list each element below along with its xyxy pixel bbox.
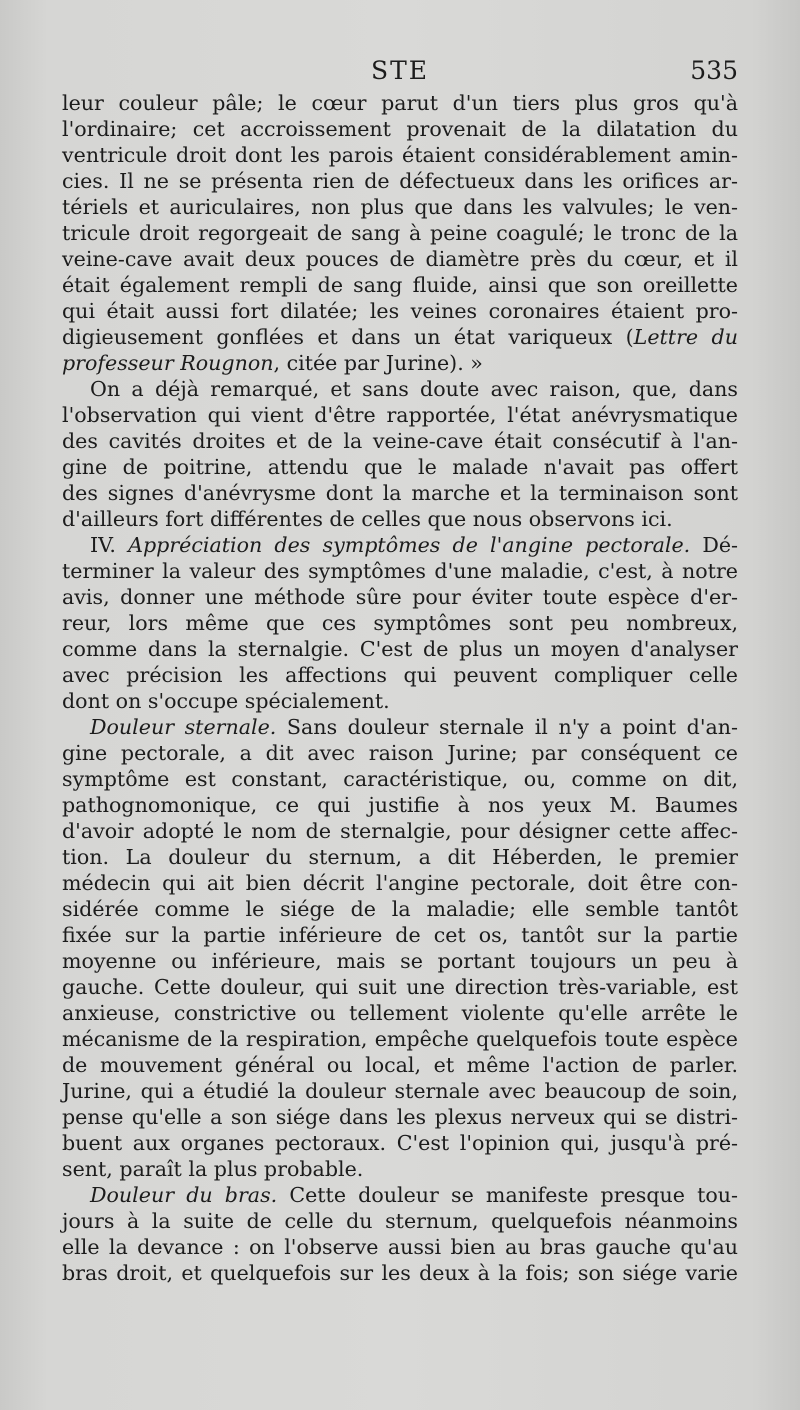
line-text: qui était aussi fort dilatée; les veines coronaires étaient pro- bbox=[62, 299, 738, 323]
text-line bbox=[62, 220, 738, 246]
line-text: avis, donner une méthode sûre pour éviter toute espèce d'er- bbox=[62, 585, 738, 609]
line-text: fixée sur la partie inférieure de cet os, tantôt sur la partie bbox=[62, 923, 738, 947]
text-line bbox=[62, 792, 738, 818]
text-line bbox=[62, 818, 738, 844]
line-text: cies. Il ne se présenta rien de défectueux dans les orifices ar- bbox=[62, 169, 738, 193]
text-line bbox=[62, 974, 738, 1000]
text-line bbox=[62, 1208, 738, 1234]
line-text: reur, lors même que ces symptômes sont peu nombreux, bbox=[62, 611, 738, 635]
line-text: jours à la suite de celle du sternum, quelquefois néanmoins bbox=[62, 1209, 738, 1233]
line-text: digieusement gonflées et dans un état variqueux ( bbox=[62, 325, 634, 349]
line-text: médecin qui ait bien décrit l'angine pectorale, doit être con- bbox=[62, 871, 738, 895]
line-text: d'ailleurs fort différentes de celles que nous observons ici. bbox=[62, 507, 673, 531]
line-text: tériels et auriculaires, non plus que dans les valvules; le ven- bbox=[62, 195, 738, 219]
line-text: mécanisme de la respiration, empêche quelquefois toute espèce bbox=[62, 1027, 738, 1051]
italic-text: professeur Rougnon bbox=[62, 351, 274, 375]
text-line bbox=[62, 402, 738, 428]
italic-text: Douleur du bras. bbox=[90, 1183, 278, 1207]
text-line bbox=[62, 948, 738, 974]
page-number: 535 bbox=[690, 56, 738, 85]
text-line bbox=[62, 1130, 738, 1156]
line-text: pathognomonique, ce qui justifie à nos yeux M. Baumes bbox=[62, 793, 738, 817]
line-text: ventricule droit dont les parois étaient considérablement amin- bbox=[62, 143, 738, 167]
text-line bbox=[62, 90, 738, 116]
italic-text: Appréciation des symptômes de l'angine pectorale. bbox=[128, 533, 691, 557]
line-text: d'avoir adopté le nom de sternalgie, pour désigner cette affec- bbox=[62, 819, 738, 843]
running-title: STE bbox=[370, 56, 430, 85]
line-text: terminer la valeur des symptômes d'une maladie, c'est, à notre bbox=[62, 559, 738, 583]
italic-text: Lettre du bbox=[633, 325, 738, 349]
line-text: tion. La douleur du sternum, a dit Héberden, le premier bbox=[62, 845, 738, 869]
text-line bbox=[62, 298, 738, 324]
text-line bbox=[62, 480, 738, 506]
line-text: leur couleur pâle; le cœur parut d'un tiers plus gros qu'à bbox=[62, 91, 738, 115]
line-text: symptôme est constant, caractéristique, ou, comme on dit, bbox=[62, 767, 738, 791]
line-text: Jurine, qui a étudié la douleur sternale avec beaucoup de soin, bbox=[62, 1079, 738, 1103]
text-line bbox=[62, 1156, 738, 1182]
line-text: IV. bbox=[90, 533, 129, 557]
text-line bbox=[62, 532, 738, 558]
text-line bbox=[62, 1104, 738, 1130]
line-text: était également rempli de sang fluide, ainsi que son oreillette bbox=[62, 273, 738, 297]
text-line bbox=[62, 610, 738, 636]
line-text: moyenne ou inférieure, mais se portant toujours un peu à bbox=[62, 949, 738, 973]
text-line bbox=[62, 324, 738, 350]
italic-text: Douleur sternale. bbox=[90, 715, 277, 739]
text-line bbox=[62, 1000, 738, 1026]
line-text: buent aux organes pectoraux. C'est l'opinion qui, jusqu'à pré- bbox=[62, 1131, 738, 1155]
text-line bbox=[62, 636, 738, 662]
text-line bbox=[62, 1182, 738, 1208]
text-line bbox=[62, 662, 738, 688]
text-line bbox=[62, 1052, 738, 1078]
line-text: tricule droit regorgeait de sang à peine coagulé; le tronc de la bbox=[62, 221, 738, 245]
line-text: dont on s'occupe spécialement. bbox=[62, 689, 390, 713]
text-line bbox=[62, 116, 738, 142]
line-text: comme dans la sternalgie. C'est de plus un moyen d'analyser bbox=[62, 637, 738, 661]
line-text: avec précision les affections qui peuvent compliquer celle bbox=[62, 663, 738, 687]
text-line bbox=[62, 506, 738, 532]
line-text-continued: , citée par Jurine). » bbox=[273, 351, 483, 375]
line-text: veine-cave avait deux pouces de diamètre près du cœur, et il bbox=[62, 247, 738, 271]
text-line bbox=[62, 896, 738, 922]
line-text: gine de poitrine, attendu que le malade n'avait pas offert bbox=[62, 455, 738, 479]
line-text: de mouvement général ou local, et même l'action de parler. bbox=[62, 1053, 738, 1077]
text-line bbox=[62, 844, 738, 870]
line-text: pense qu'elle a son siége dans les plexus nerveux qui se distri- bbox=[62, 1105, 738, 1129]
text-line bbox=[62, 688, 738, 714]
line-text: sent, paraît la plus probable. bbox=[62, 1157, 364, 1181]
line-text: l'ordinaire; cet accroissement provenait de la dilatation du bbox=[62, 117, 738, 141]
text-line bbox=[62, 1078, 738, 1104]
running-header bbox=[62, 56, 738, 90]
line-text: gauche. Cette douleur, qui suit une direction très-variable, est bbox=[62, 975, 738, 999]
line-text: bras droit, et quelquefois sur les deux à la fois; son siége varie bbox=[62, 1261, 738, 1285]
text-line bbox=[62, 558, 738, 584]
text-line bbox=[62, 428, 738, 454]
text-line bbox=[62, 1234, 738, 1260]
line-text: On a déjà remarqué, et sans doute avec raison, que, dans bbox=[90, 377, 738, 401]
text-line bbox=[62, 714, 738, 740]
line-text: elle la devance : on l'observe aussi bien au bras gauche qu'au bbox=[62, 1235, 738, 1259]
line-text: sidérée comme le siége de la maladie; elle semble tantôt bbox=[62, 897, 738, 921]
text-line bbox=[62, 766, 738, 792]
line-text: gine pectorale, a dit avec raison Jurine; par conséquent ce bbox=[62, 741, 738, 765]
line-text: anxieuse, constrictive ou tellement violente qu'elle arrête le bbox=[62, 1001, 738, 1025]
line-text-continued: Dé- bbox=[690, 533, 738, 557]
text-line bbox=[62, 584, 738, 610]
body-text bbox=[62, 90, 738, 1286]
line-text: l'observation qui vient d'être rapportée, l'état anévrysmatique bbox=[62, 403, 738, 427]
text-line bbox=[62, 1260, 738, 1286]
text-line bbox=[62, 376, 738, 402]
text-line bbox=[62, 454, 738, 480]
text-line bbox=[62, 1026, 738, 1052]
text-line bbox=[62, 922, 738, 948]
text-line bbox=[62, 272, 738, 298]
line-text: des cavités droites et de la veine-cave était consécutif à l'an- bbox=[62, 429, 738, 453]
text-line bbox=[62, 142, 738, 168]
text-line bbox=[62, 350, 738, 376]
text-line bbox=[62, 246, 738, 272]
text-line bbox=[62, 740, 738, 766]
text-line bbox=[62, 870, 738, 896]
text-line bbox=[62, 168, 738, 194]
line-text-continued: Cette douleur se manifeste presque tou- bbox=[277, 1183, 739, 1207]
line-text: des signes d'anévrysme dont la marche et la terminaison sont bbox=[62, 481, 738, 505]
line-text-continued: Sans douleur sternale il n'y a point d'an- bbox=[276, 715, 738, 739]
text-line bbox=[62, 194, 738, 220]
